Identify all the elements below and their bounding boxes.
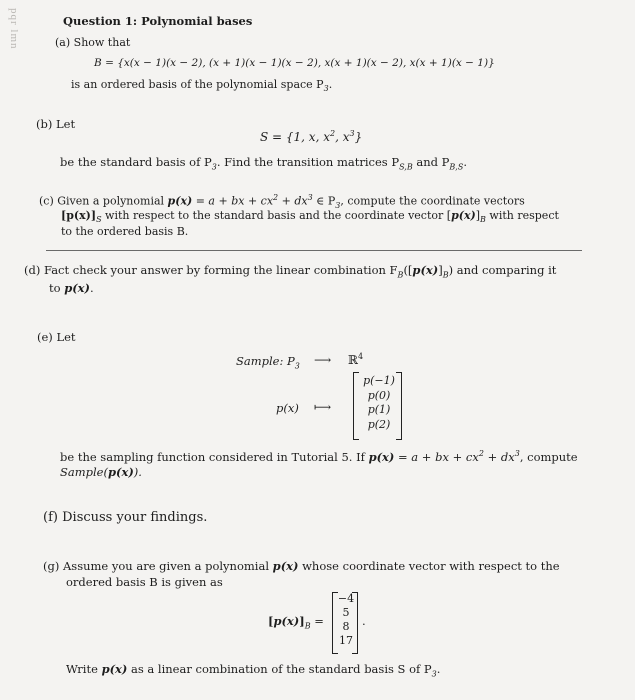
coord-vector-s: [p(x)] xyxy=(61,209,97,222)
part-e-text-a: be the sampling function considered in Tutorial 5. If xyxy=(60,449,369,464)
px-symbol: p(x) xyxy=(107,465,134,479)
part-b xyxy=(36,117,75,131)
part-b-line-2: . Find the transition matrices P xyxy=(216,155,400,169)
divider-line xyxy=(46,250,582,251)
basis-b-definition xyxy=(94,57,495,69)
part-d-line-1 xyxy=(24,263,556,279)
part-d-label: (d) xyxy=(24,263,41,277)
part-g-write: Write xyxy=(66,662,102,676)
sample-vector xyxy=(360,374,398,432)
part-c-line-1 xyxy=(39,193,525,210)
margin-watermark: pqr lmn xyxy=(8,8,20,50)
px-symbol: p(x) xyxy=(412,263,439,277)
part-b-text: Let xyxy=(56,117,76,131)
exp-2: 2 xyxy=(329,129,336,138)
pb-s-subscript: B,S xyxy=(449,162,464,172)
coord-entry-3: 8 xyxy=(342,620,350,633)
question-title: Question 1: Polynomial bases xyxy=(63,14,253,28)
equals-sign: = xyxy=(310,614,324,628)
f-subscript: B xyxy=(397,270,404,280)
p3-subscript: 3 xyxy=(431,669,437,679)
px-symbol: p(x) xyxy=(272,559,299,573)
part-g-final xyxy=(66,662,440,678)
sample-map-signature xyxy=(236,354,300,370)
mapsto-arrow: ⟼ xyxy=(314,400,332,414)
p3-subscript: 3 xyxy=(335,200,341,210)
part-d-text: Fact check your answer by forming the linear combination F xyxy=(44,263,398,277)
part-b-label: (b) xyxy=(36,117,53,131)
coord-entry-2: 5 xyxy=(342,606,350,619)
part-c-text-b: , compute the coordinate vectors xyxy=(340,194,525,208)
p3-subscript: 3 xyxy=(294,361,300,371)
standard-basis-end: } xyxy=(354,130,363,144)
b-subscript: B xyxy=(442,270,449,280)
b-subscript: B xyxy=(480,215,486,225)
part-c-in: ∈ P xyxy=(312,194,336,208)
sample-call-end: ). xyxy=(133,465,142,479)
part-g-text-a: Assume you are given a polynomial xyxy=(63,559,273,573)
p3-subscript: 3 xyxy=(211,162,217,172)
part-f xyxy=(43,510,207,525)
ps-b-subscript: S,B xyxy=(399,162,413,172)
p3-subscript: 3 xyxy=(323,84,329,94)
part-e-compute: , compute xyxy=(519,449,578,464)
px-symbol: p(x) xyxy=(64,281,90,295)
coord-entry-1: −4 xyxy=(337,592,355,605)
px-symbol: p(x) xyxy=(167,194,193,208)
part-c-poly: = a + bx + cx xyxy=(192,194,274,208)
map-arrow: ⟶ xyxy=(314,353,332,367)
part-e-label: (e) xyxy=(37,330,53,344)
part-f-label: (f) xyxy=(43,510,58,525)
coord-vector-b-lhs xyxy=(268,614,324,630)
part-b-line-3: and P xyxy=(412,155,450,169)
period: . xyxy=(328,78,333,91)
vector-bracket-right xyxy=(396,372,402,440)
exp-3: 3 xyxy=(514,449,520,458)
part-c-line-3: to the ordered basis B. xyxy=(61,225,189,238)
part-c-label: (c) xyxy=(39,194,54,208)
part-e-line-2 xyxy=(60,465,142,479)
coord-entry-4: 17 xyxy=(339,634,353,647)
px-symbol: p(x) xyxy=(451,209,476,222)
part-c-text-a: Given a polynomial xyxy=(57,194,168,208)
part-e-text: Let xyxy=(56,330,76,344)
part-e xyxy=(37,330,76,344)
coord-bracket-right xyxy=(352,592,358,654)
part-a-conclusion-text: is an ordered basis of the polynomial space P xyxy=(71,78,324,91)
px-symbol: p(x) xyxy=(368,449,395,464)
basis-b-set: = {x(x − 1)(x − 2), (x + 1)(x − 1)(x − 2), x(x + 1)(x − 2), x(x + 1)(x − 1)} xyxy=(105,57,495,69)
part-a-text: Show that xyxy=(73,36,131,49)
standard-basis-definition xyxy=(260,129,362,144)
exp-3: 3 xyxy=(349,129,355,138)
period: . xyxy=(436,662,441,676)
period: . xyxy=(89,281,94,295)
part-g-label: (g) xyxy=(43,559,60,573)
bracket-close: ] xyxy=(438,263,443,277)
standard-basis-mid: , x xyxy=(335,130,350,144)
coord-vector-period: . xyxy=(362,614,366,628)
exp-2: 2 xyxy=(478,449,484,458)
part-g-final-text: as a linear combination of the standard basis S of P xyxy=(127,662,432,676)
codomain-r4 xyxy=(348,352,363,367)
bracket-close: ] xyxy=(475,209,481,222)
sample-call: Sample( xyxy=(60,465,108,479)
s-subscript: S xyxy=(96,215,102,225)
px-symbol: p(x) xyxy=(273,614,300,628)
part-d-to: to xyxy=(49,281,65,295)
part-c-line-2-end: with respect xyxy=(485,209,559,222)
part-g-text-b: whose coordinate vector with respect to the xyxy=(298,559,560,573)
part-f-text: Discuss your findings. xyxy=(62,510,208,525)
part-a-conclusion xyxy=(71,78,332,93)
exp-3: 3 xyxy=(307,193,313,202)
part-b-line-1: be the standard basis of P xyxy=(60,155,212,169)
bracket-close: ] xyxy=(299,614,305,628)
bracket-open: [ xyxy=(268,614,274,628)
part-c-poly-2: + dx xyxy=(278,194,308,208)
basis-b-symbol: B xyxy=(94,57,102,69)
paren-open: ([ xyxy=(403,263,413,277)
b-subscript: B xyxy=(304,621,311,631)
part-a-label: (a) xyxy=(55,36,71,49)
exp-4: 4 xyxy=(357,352,364,361)
sample-entry-4: p(2) xyxy=(367,417,391,431)
part-e-poly-2: + dx xyxy=(483,449,515,464)
part-a xyxy=(55,36,130,49)
part-g-line-2: ordered basis B is given as xyxy=(66,575,223,589)
sample-entry-1: p(−1) xyxy=(363,374,395,387)
part-d-line-2 xyxy=(49,281,94,295)
exp-2: 2 xyxy=(273,193,279,202)
standard-basis-set: S = {1, x, x xyxy=(260,130,330,144)
px-symbol: p(x) xyxy=(101,662,128,676)
vector-bracket-left xyxy=(353,372,359,440)
part-c-line-2 xyxy=(61,209,559,224)
part-b-question xyxy=(60,155,467,171)
sample-map-name: Sample: P xyxy=(236,354,295,368)
part-e-poly: = a + bx + cx xyxy=(394,449,479,464)
sample-entry-2: p(0) xyxy=(367,388,391,402)
part-g-line-1 xyxy=(43,559,560,573)
period: . xyxy=(463,155,467,169)
part-e-line-1 xyxy=(60,449,578,464)
sample-entry-3: p(1) xyxy=(367,403,391,416)
real-numbers-symbol: ℝ xyxy=(348,353,358,367)
part-c-line-2-text: with respect to the standard basis and the coordinate vector [ xyxy=(101,209,452,222)
sample-input: p(x) xyxy=(276,401,299,415)
part-d-text-end: ) and comparing it xyxy=(448,263,557,277)
